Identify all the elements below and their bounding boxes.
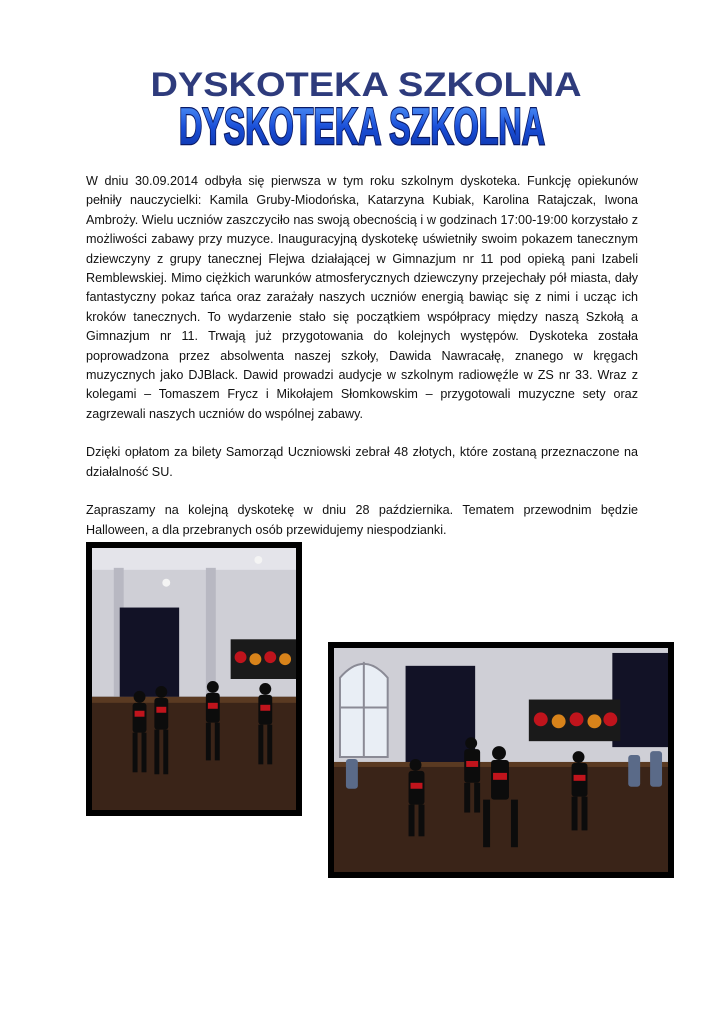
photo-dance-show-1 [86,542,302,816]
page-title: DYSKOTEKA SZKOLNA [179,98,545,156]
title-graphic [150,64,582,160]
article-body [86,172,638,559]
paragraph-2: Dzięki opłatom za bilety Samorząd Uczniowski zebrał 48 złotych, które zostaną przeznaczone na działalność SU. [86,445,638,479]
paragraph-3: Zapraszamy na kolejną dyskotekę w dniu 28 października. Tematem przewodnim będzie Halloween, a dla przebranych osób przewidujemy niespodzianki. [86,503,638,537]
photo-dance-show-2 [328,642,674,878]
photo-2-scene [334,648,668,872]
photo-1-scene [92,548,296,810]
paragraph-1: W dniu 30.09.2014 odbyła się pierwsza w tym roku szkolnym dyskoteka. Funkcję opiekunów pełniły nauczycielki: Kamila Gruby-Miodońska, Katarzyna Kubiak, Karolina Ratajczak, Iwona Ambroży. Wielu uczniów zaszczyciło nas swoją obecnością i w godzinach 17:00-19:00 korzystało z możliwości zabawy przy muzyce. Inauguracyjną dyskotekę uświetniły swoim pokazem tanecznym dziewczyny z grupy tanecznej Flejwa działającej w Gimnazjum nr 11 pod opieką pani Izabeli Remblewskiej. Mimo ciężkich warunków atmosferycznych dziewczyny przejechały pół miasta, dały fantastyczny pokaz tańca oraz zarażały naszych uczniów energią bawiąc się z nimi i ucząc ich kroków tanecznych. To wydarzenie stało się początkiem współpracy między naszą Szkołą a Gimnazjum nr 11. Trwają już przygotowania do kolejnych występów. Dyskoteka została poprowadzona przez absolwenta naszej szkoły, Dawida Nawracałę, znanego w kręgach muzycznych jako DJBlack. Dawid prowadzi audycje w szkolnym radiowęźle w ZS nr 33. Wraz z kolegami – Tomaszem Frycz i Mikołajem Słomkowskim – przygotowali muzyczne sety oraz zagrzewali naszych uczniów do wspólnej zabawy. [86,174,638,421]
title-shadow: DYSKOTEKA SZKOLNA [150,64,582,104]
title-wordart [150,64,582,160]
